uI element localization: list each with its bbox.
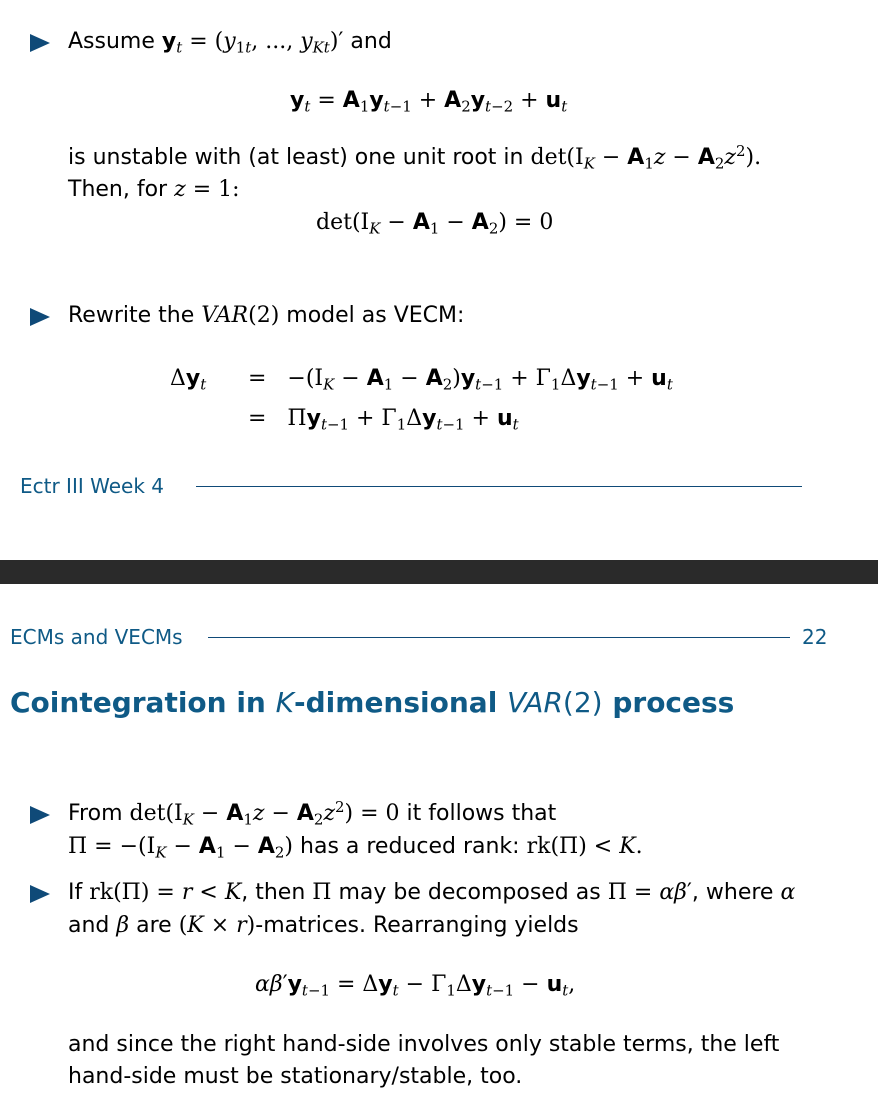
assume-line: Assume $y_t = (y_{1t}$, ..., $y_{Kt})'$ and <box>68 29 392 57</box>
then-line: Then, for z = 1: <box>68 177 240 202</box>
vecm-eq1: = $-(I_K - A_1 - A_2)y_{t-1} + \Gamma_1\Delta y_{t-1} + u_t$ <box>248 366 673 394</box>
matrices-line: and β are (K × r)-matrices. Rearranging yields <box>68 913 579 938</box>
bullet-marker <box>30 34 50 52</box>
bullet-marker <box>30 806 50 824</box>
rank-line: If rk(Π) = r < K, then Π may be decomposed as Π = αβ′, where α <box>68 880 796 905</box>
bullet-marker <box>30 308 50 326</box>
rearranged-equation: $\alpha\beta'y_{t-1} = \Delta y_t - \Gamma_1\Delta y_{t-1} - u_t$, <box>255 972 576 1000</box>
pi-line: $\Pi = -(I_K - A_1 - A_2)$ has a reduced rank: rk(Π) < K. <box>68 834 643 862</box>
closing-line-1: and since the right hand-side involves only stable terms, the left <box>68 1032 780 1057</box>
det-equation: $\det(I_K - A_1 - A_2) = 0$ <box>316 210 554 238</box>
closing-line-2: hand-side must be stationary/stable, too. <box>68 1064 523 1089</box>
slide-title: Cointegration in K-dimensional VAR(2) process <box>10 686 735 719</box>
vecm-lhs: $\Delta y_t$ <box>170 366 207 394</box>
var2-equation: $y_t = A_1y_{t-1} + A_2y_{t-2} + u_t$ <box>290 88 568 116</box>
header-rule <box>208 637 790 638</box>
section-label: ECMs and VECMs <box>10 625 183 649</box>
from-line: From $\det(I_K - A_1z - A_2z^2) = 0$ it follows that <box>68 797 557 829</box>
footer-label: Ectr III Week 4 <box>20 474 164 498</box>
bullet-marker <box>30 885 50 903</box>
page-number: 22 <box>802 625 828 649</box>
rewrite-line: Rewrite the VAR(2) model as VECM: <box>68 303 465 328</box>
slide-divider <box>0 560 878 584</box>
footer-rule <box>196 486 802 487</box>
vecm-eq2: = $\Pi y_{t-1} + \Gamma_1\Delta y_{t-1} + u_t$ <box>248 406 519 434</box>
unstable-line: is unstable with (at least) one unit root in $\det(I_K - A_1z - A_2z^2)$. <box>68 141 762 173</box>
